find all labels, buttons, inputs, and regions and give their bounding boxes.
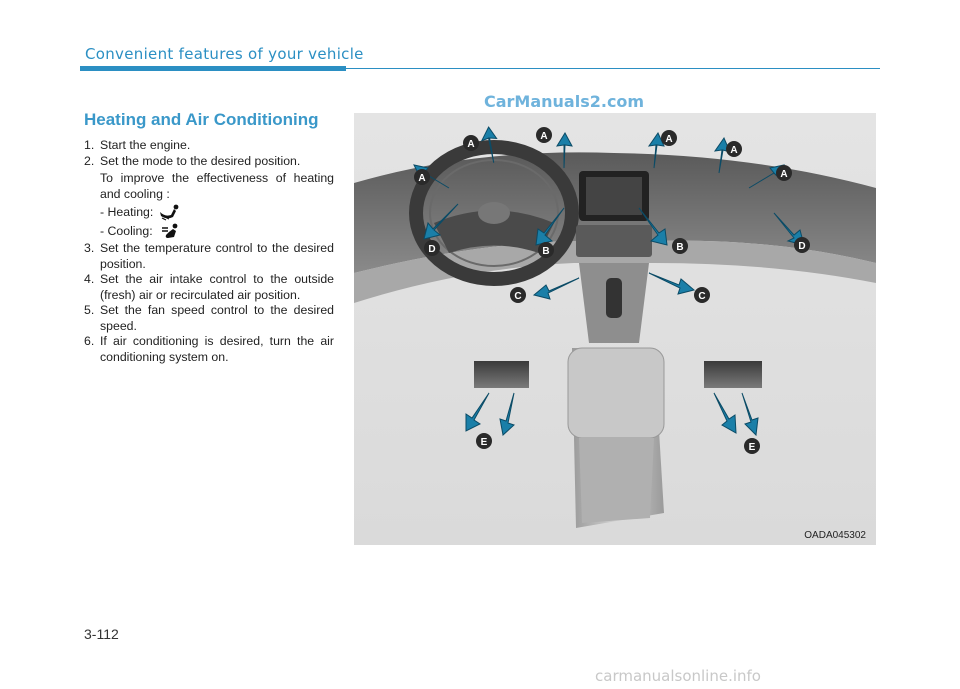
svg-text:A: A [780,169,788,180]
svg-text:A: A [418,173,426,184]
svg-text:B: B [676,242,684,253]
svg-text:D: D [428,244,436,255]
steps-list [84,138,334,365]
vent-label-a [776,165,792,181]
dashboard-illustration [354,113,876,545]
vent-label-a [661,130,677,146]
step-text: Start the engine. [100,138,191,152]
vent-label-a [726,141,742,157]
cooling-label: - Cooling: [100,223,153,238]
vent-label-e [744,438,760,454]
svg-text:A: A [540,131,548,142]
vent-label-a [463,135,479,151]
header-rule [346,68,880,69]
step-note: To improve the effectiveness of heating and cooling : [100,171,334,201]
svg-text:E: E [480,437,488,448]
step-1 [84,138,334,154]
step-number: 1. [84,138,95,152]
svg-text:C: C [698,291,706,302]
vent-label-c [694,287,710,303]
step-6 [84,334,334,365]
step-text: Set the fan speed control to the desired speed. [100,303,334,333]
svg-text:C: C [514,291,522,302]
step-number: 3. [84,241,95,255]
step-text: Set the temperature control to the desired position. [100,241,334,271]
step-number: 6. [84,334,95,348]
cooling-mode-icon [159,223,181,240]
vent-label-d [794,237,810,253]
page-number: 3-112 [84,626,119,642]
vent-label-e [476,433,492,449]
step-5 [84,303,334,334]
step-text: If air conditioning is desired, turn the air conditioning system on. [100,334,334,364]
svg-text:A: A [730,145,738,156]
svg-text:B: B [542,246,550,257]
step-text: Set the air intake control to the outside (fresh) air or recirculated air position. [100,272,334,302]
vent-label-b [538,242,554,258]
center-console [568,348,664,528]
svg-text:A: A [665,134,673,145]
vent-label-c [510,287,526,303]
vent-label-a [536,127,552,143]
step-number: 4. [84,272,95,286]
image-code: OADA045302 [804,530,866,541]
center-stack [576,171,652,343]
header-title: Convenient features of your vehicle [85,45,364,63]
cooling-line [84,222,334,241]
header-bar [80,66,346,71]
heating-line [84,203,334,222]
svg-text:D: D [798,241,806,252]
step-number: 2. [84,153,95,168]
watermark: CarManuals2.com [484,92,645,111]
vent-label-a [414,169,430,185]
step-4 [84,272,334,303]
footer-url: carmanualsonline.info [595,667,761,685]
step-2 [84,154,334,170]
step-number: 5. [84,303,95,317]
svg-text:E: E [748,442,756,453]
step-3 [84,241,334,272]
vent-label-d [424,240,440,256]
heating-mode-icon [159,204,181,221]
heating-label: - Heating: [100,204,154,219]
vent-label-b [672,238,688,254]
step-text: Set the mode to the desired position. [100,153,301,168]
svg-text:A: A [467,139,475,150]
section-title: Heating and Air Conditioning [84,110,319,129]
vent-diagram [354,113,876,545]
